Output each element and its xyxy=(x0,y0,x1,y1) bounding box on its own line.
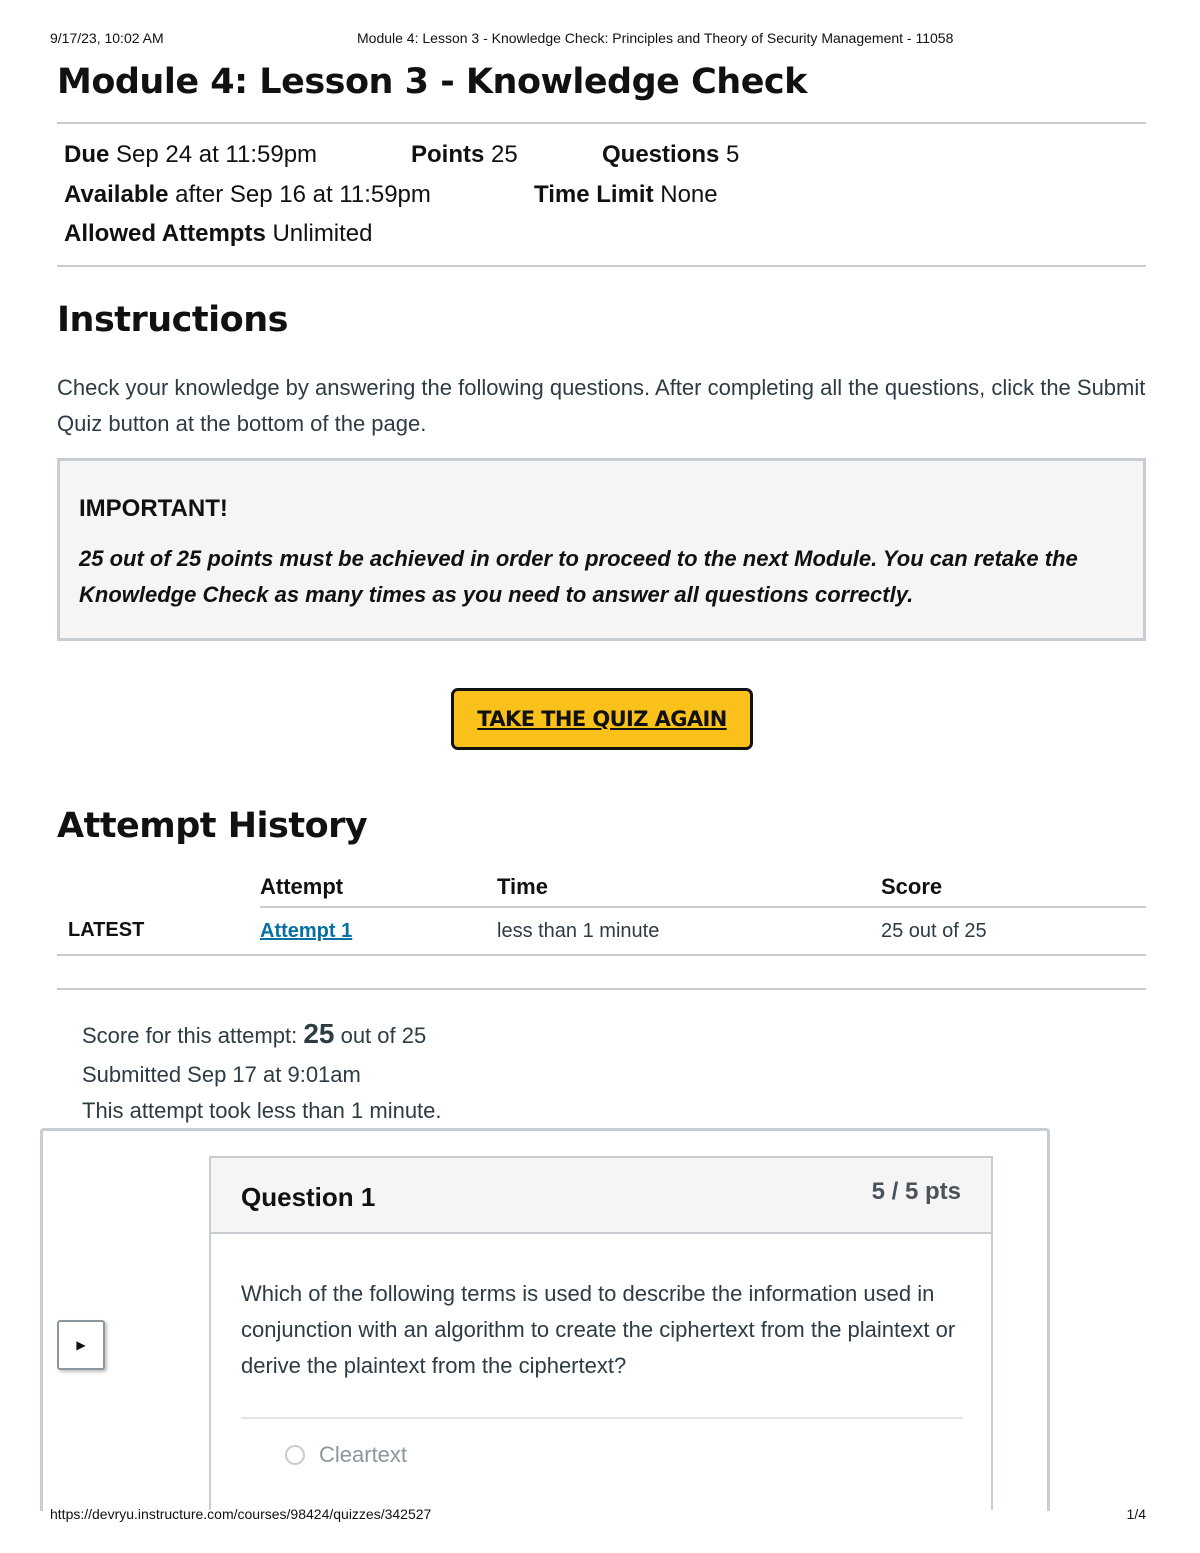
divider xyxy=(57,988,1146,990)
score-value: 25 xyxy=(303,1018,335,1049)
attempt-history-heading: Attempt History xyxy=(57,806,368,846)
play-icon: ▶ xyxy=(76,1338,86,1352)
questions-value: 5 xyxy=(726,141,740,168)
attempts-label: Allowed Attempts xyxy=(64,220,266,247)
radio-icon[interactable] xyxy=(285,1445,305,1465)
important-notice xyxy=(57,458,1146,641)
instructions-heading: Instructions xyxy=(57,300,288,340)
print-doc-title: Module 4: Lesson 3 - Knowledge Check: Principles and Theory of Security Management - 11058 xyxy=(357,30,954,46)
question-header xyxy=(211,1158,991,1234)
print-footer xyxy=(50,1506,1150,1526)
divider xyxy=(241,1417,963,1419)
attempts-meta xyxy=(64,220,373,248)
column-header-time: Time xyxy=(497,868,881,907)
divider xyxy=(57,122,1146,124)
question-title: Question 1 xyxy=(241,1182,376,1212)
take-quiz-again-button[interactable]: TAKE THE QUIZ AGAIN xyxy=(451,688,753,750)
divider xyxy=(57,265,1146,267)
score-cell: 25 out of 25 xyxy=(881,907,1146,955)
time-limit-value: None xyxy=(660,181,718,208)
score-prefix: Score for this attempt: xyxy=(82,1023,304,1048)
due-value: Sep 24 at 11:59pm xyxy=(116,141,318,168)
column-header-attempt: Attempt xyxy=(260,868,497,907)
attempt-duration: This attempt took less than 1 minute. xyxy=(82,1098,442,1123)
column-header-score: Score xyxy=(881,868,1146,907)
time-limit-meta xyxy=(534,181,718,209)
print-page-number: 1/4 xyxy=(1126,1506,1146,1522)
submitted-text: Submitted Sep 17 at 9:01am xyxy=(82,1062,361,1087)
points-value: 25 xyxy=(491,141,518,168)
attempt-score xyxy=(82,1018,426,1050)
important-body: 25 out of 25 points must be achieved in order to proceed to the next Module. You can retake the Knowledge Check as many times as you need to answer all questions correctly. xyxy=(79,546,1078,607)
quiz-meta-row-1 xyxy=(64,141,317,169)
score-suffix: out of 25 xyxy=(334,1023,427,1048)
questions-meta xyxy=(602,141,739,169)
table-header-blank xyxy=(57,868,260,907)
time-cell: less than 1 minute xyxy=(497,907,881,955)
attempt-history-table xyxy=(57,868,1146,956)
print-url: https://devryu.instructure.com/courses/98424/quizzes/342527 xyxy=(50,1506,432,1522)
table-header-row xyxy=(57,868,1146,907)
important-title: IMPORTANT! xyxy=(79,495,228,522)
time-limit-label: Time Limit xyxy=(534,181,654,208)
answer-option[interactable] xyxy=(285,1442,407,1468)
question-card xyxy=(209,1156,993,1510)
points-meta xyxy=(411,141,518,169)
answer-label: Cleartext xyxy=(319,1442,408,1467)
available-label: Available xyxy=(64,181,169,208)
due-label: Due xyxy=(64,141,110,168)
available-value: after Sep 16 at 11:59pm xyxy=(175,181,431,208)
attempt-cell xyxy=(260,907,497,955)
question-nav-toggle[interactable] xyxy=(57,1320,105,1370)
print-date: 9/17/23, 10:02 AM xyxy=(50,30,164,46)
page-title: Module 4: Lesson 3 - Knowledge Check xyxy=(57,62,807,102)
attempts-value: Unlimited xyxy=(272,220,373,247)
table-row xyxy=(57,907,1146,955)
attempt-link[interactable]: Attempt 1 xyxy=(260,919,353,942)
question-text: Which of the following terms is used to describe the information used in conjunction with an algorithm to create the ciphertext from the plaintext or derive the plaintext from the ciphertext? xyxy=(241,1281,956,1378)
latest-label: LATEST xyxy=(57,907,260,955)
instructions-text: Check your knowledge by answering the following questions. After completing all the questions, click the Submit Quiz button at the bottom of the page. xyxy=(57,375,1146,436)
available-meta xyxy=(64,181,431,209)
points-label: Points xyxy=(411,141,485,168)
question-points: 5 / 5 pts xyxy=(871,1178,961,1205)
questions-label: Questions xyxy=(602,141,720,168)
print-header xyxy=(50,30,1150,50)
